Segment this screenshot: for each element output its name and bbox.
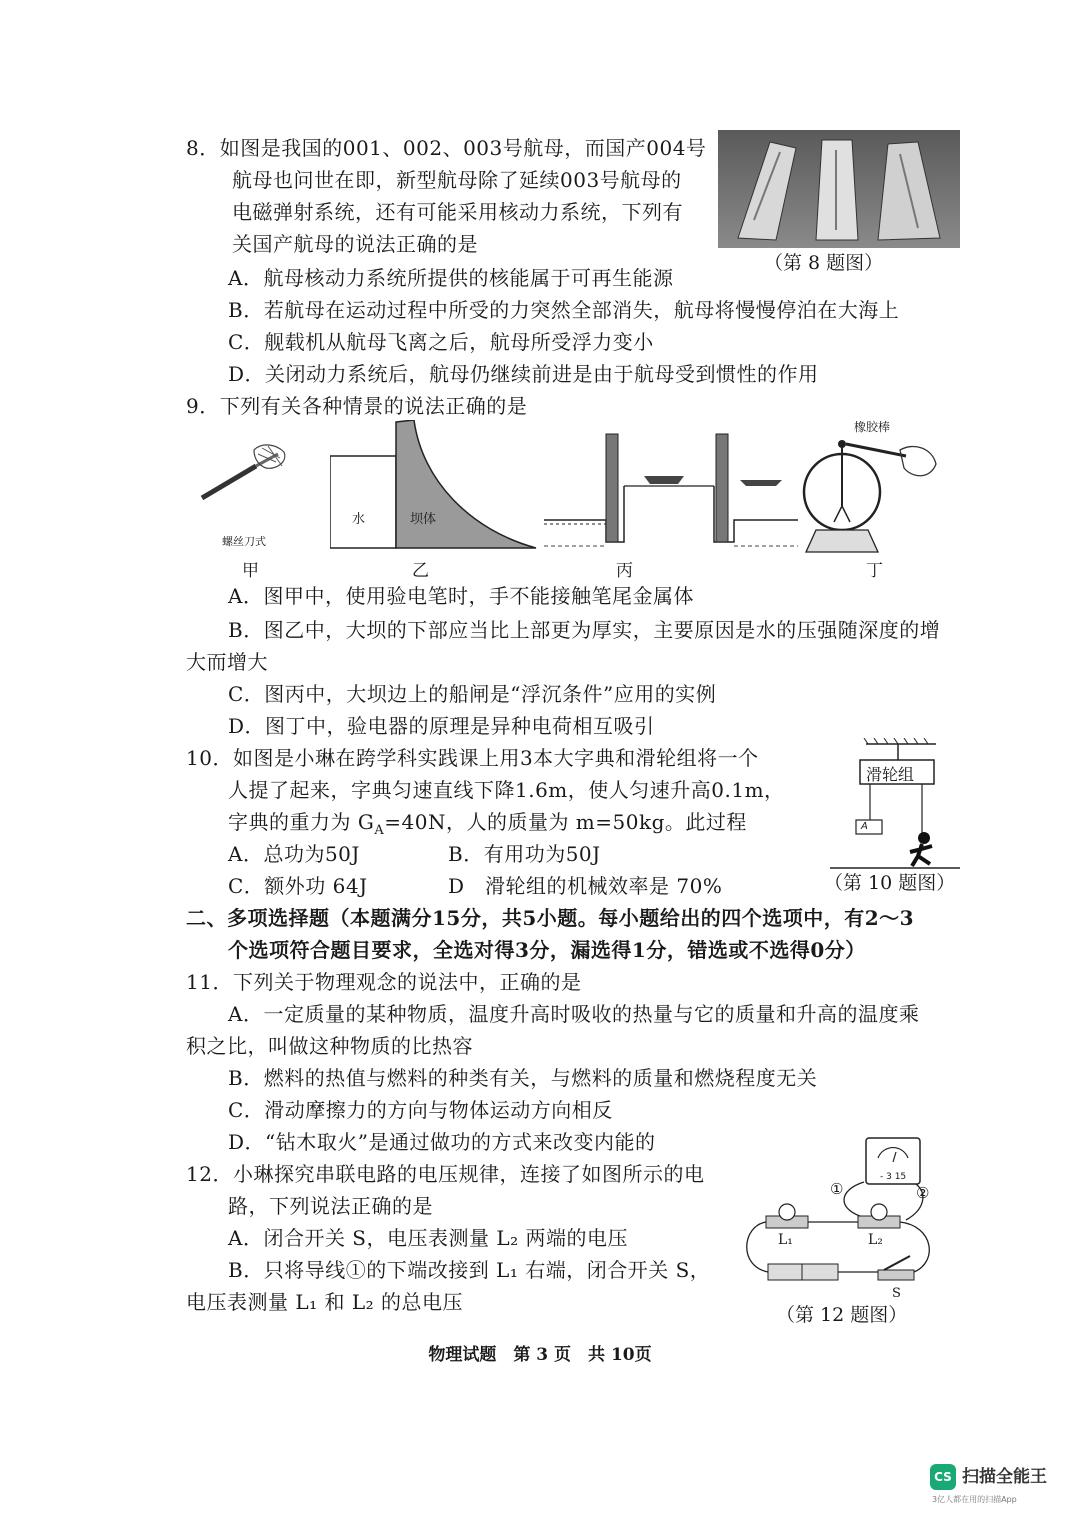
circuit-figure [738, 1136, 938, 1302]
fig-yi-label: 乙 [412, 561, 429, 581]
q11-option-c: C．滑动摩擦力的方向与物体运动方向相反 [228, 1098, 613, 1122]
camscanner-name: 扫描全能王 [962, 1467, 1047, 1487]
voltmeter-terminals: - 3 15 [880, 1172, 907, 1182]
test-pen-figure [196, 440, 300, 510]
aircraft-carriers-photo [718, 130, 960, 248]
fig-jia-label: 甲 [242, 561, 259, 581]
q12-stem-line-2: 路，下列说法正确的是 [228, 1194, 433, 1218]
dictionary-box-label: A [861, 821, 868, 832]
fig-bing-label: 丙 [616, 561, 633, 581]
q12-stem-line-1: 12．小琳探究串联电路的电压规律，连接了如图所示的电 [186, 1162, 705, 1186]
q10-figure-caption: （第 10 题图） [824, 872, 956, 894]
q11-option-b: B．燃料的热值与燃料的种类有关，与燃料的质量和燃烧程度无关 [228, 1066, 818, 1090]
q10-option-d: D 滑轮组的机械效率是 70% [448, 874, 723, 898]
lamp-l1-label: L₁ [778, 1232, 793, 1248]
camscanner-logo: CS [930, 1464, 956, 1490]
q8-option-b: B．若航母在运动过程中所受的力突然全部消失，航母将慢慢停泊在大海上 [228, 298, 900, 322]
q8-option-a: A．航母核动力系统所提供的核能属于可再生能源 [228, 266, 674, 290]
q10-g-symbol: 字典的重力为 G [228, 810, 375, 834]
q10-option-c: C．额外功 64J [228, 874, 368, 898]
q11-option-a: A．一定质量的某种物质，温度升高时吸收的热量与它的质量和升高的温度乘 [228, 1002, 920, 1026]
q9-option-b-cont: 大而增大 [186, 650, 268, 674]
section2-heading-line-1: 二、多项选择题（本题满分15分，共5小题。每小题给出的四个选项中，有2～3 [186, 906, 915, 930]
q11-option-a-cont: 积之比，叫做这种物质的比热容 [186, 1034, 473, 1058]
q12-figure-caption: （第 12 题图） [776, 1304, 908, 1326]
q8-stem-line-4: 关国产航母的说法正确的是 [232, 232, 478, 256]
q8-option-d: D．关闭动力系统后，航母仍继续前进是由于航母受到惯性的作用 [228, 362, 819, 386]
dam-figure [330, 420, 540, 550]
section2-heading-line-2: 个选项符合题目要求，全选对得3分，漏选得1分，错选或不选得0分） [228, 938, 866, 962]
pulley-figure [836, 738, 954, 868]
q12-option-b-cont: 电压表测量 L₁ 和 L₂ 的总电压 [186, 1290, 464, 1314]
wire-1-label: ① [830, 1180, 844, 1198]
q10-option-b: B．有用功为50J [448, 842, 601, 866]
wire-2-label: ② [916, 1184, 930, 1202]
fig-ding-label: 丁 [866, 561, 883, 581]
q10-stem-line-2: 人提了起来，字典匀速直线下降1.6m，使人匀速升高0.1m， [228, 778, 785, 802]
q8-stem-line-1: 8．如图是我国的001、002、003号航母，而国产004号 [186, 136, 707, 160]
water-label: 水 [352, 512, 366, 527]
q10-stem-line-1: 10．如图是小琳在跨学科实践课上用3本大字典和滑轮组将一个 [186, 746, 759, 770]
q10-option-a: A．总功为50J [228, 842, 360, 866]
page-footer: 物理试题 第 3 页 共 10页 [428, 1345, 652, 1365]
q9-option-a: A．图甲中，使用验电笔时，手不能接触笔尾金属体 [228, 584, 694, 608]
q8-stem-line-3: 电磁弹射系统，还有可能采用核动力系统，下列有 [232, 200, 683, 224]
fig-jia-sublabel: 螺丝刀式 [222, 535, 266, 548]
lamp-l2-label: L₂ [868, 1232, 883, 1248]
q12-option-b: B．只将导线①的下端改接到 L₁ 右端，闭合开关 S， [228, 1258, 711, 1282]
q12-option-a: A．闭合开关 S，电压表测量 L₂ 两端的电压 [228, 1226, 629, 1250]
q11-stem: 11．下列关于物理观念的说法中，正确的是 [186, 970, 582, 994]
q10-stem-rest: =40N，人的质量为 m=50kg。此过程 [384, 810, 747, 834]
camscanner-tagline: 3亿人都在用的扫描App [932, 1495, 1017, 1504]
q11-option-d: D．“钻木取火”是通过做功的方式来改变内能的 [228, 1130, 656, 1154]
q10-g-subscript: A [374, 823, 385, 838]
rubber-rod-label: 橡胶棒 [854, 420, 891, 434]
switch-s-label: S [892, 1286, 901, 1301]
q8-figure-caption: （第 8 题图） [764, 252, 884, 274]
dam-body-label: 坝体 [410, 512, 437, 527]
q9-option-c: C．图丙中，大坝边上的船闸是“浮沉条件”应用的实例 [228, 682, 717, 706]
ship-lock-figure [544, 424, 798, 550]
q8-option-c: C．舰载机从航母飞离之后，航母所受浮力变小 [228, 330, 654, 354]
pulley-block-label: 滑轮组 [866, 765, 915, 784]
q9-stem: 9．下列有关各种情景的说法正确的是 [186, 394, 528, 418]
electroscope-figure [796, 420, 946, 554]
q9-option-b: B．图乙中，大坝的下部应当比上部更为厚实，主要原因是水的压强随深度的增 [228, 618, 941, 642]
q8-stem-line-2: 航母也问世在即，新型航母除了延续003号航母的 [232, 168, 682, 192]
q9-option-d: D．图丁中，验电器的原理是异种电荷相互吸引 [228, 714, 655, 738]
